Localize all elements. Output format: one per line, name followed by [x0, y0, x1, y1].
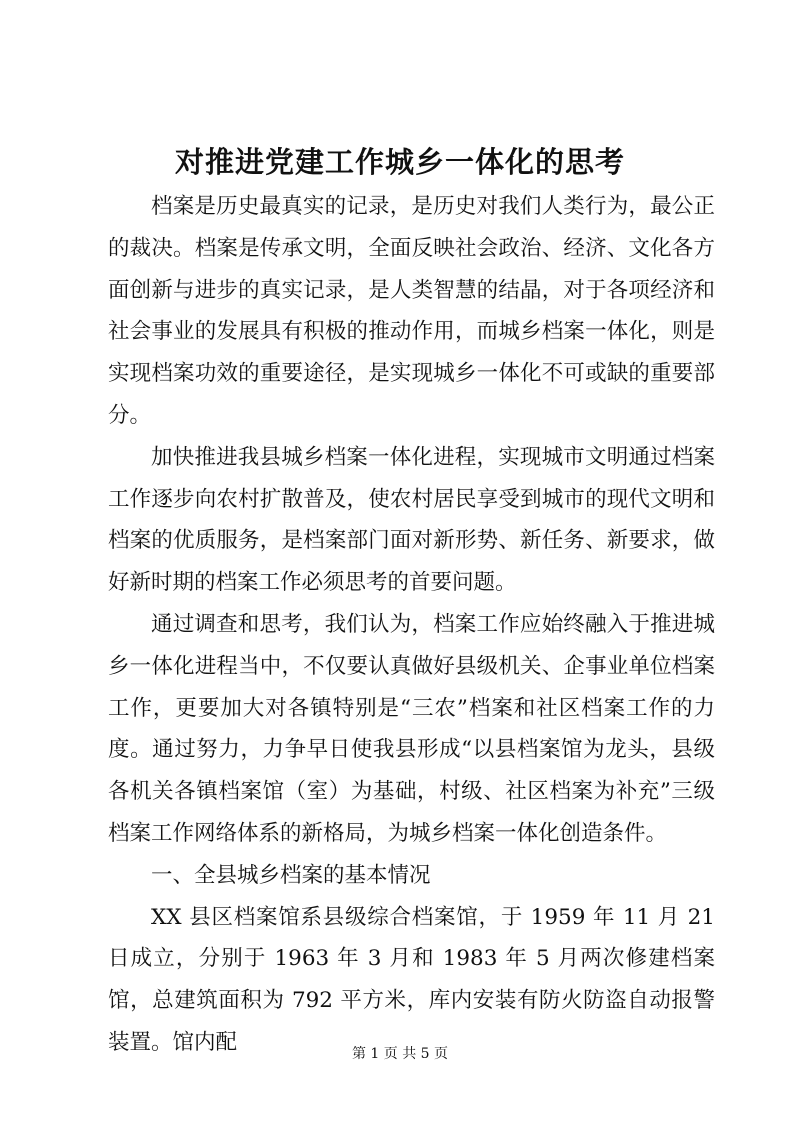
paragraph-archive-history: XX 县区档案馆系县级综合档案馆，于 1959 年 11 月 21 日成立，分别于 1963 年 3 月和 1983 年 5 月两次修建档案馆，总建筑面积为 792 平方米，库内安装有防火防盗自动报警装置。馆内配 [108, 904, 715, 1055]
document-title: 对推进党建工作城乡一体化的思考 [174, 145, 625, 179]
paragraph-acceleration: 加快推进我县城乡档案一体化进程，实现城市文明通过档案工作逐步向农村扩散普及，使农村居民享受到城市的现代文明和档案的优质服务，是档案部门面对新形势、新任务、新要求，做好新时期的档案工作必须思考的首要问题。 [108, 444, 715, 596]
document-body [108, 186, 715, 1064]
paragraph-investigation: 通过调查和思考，我们认为，档案工作应始终融入于推进城乡一体化进程当中，不仅要认真做好县级机关、企事业单位档案工作，更要加大对各镇特别是“三农”档案和社区档案工作的力度。通过努力，力争早日使我县形成“以县档案馆为龙头，县级各机关各镇档案馆（室）为基础，村级、社区档案为补充”三级档案工作网络体系的新格局，为城乡档案一体化创造条件。 [108, 611, 715, 846]
paragraph-intro: 档案是历史最真实的记录，是历史对我们人类行为，最公正的裁决。档案是传承文明，全面反映社会政治、经济、文化各方面创新与进步的真实记录，是人类智慧的结晶，对于各项经济和社会事业的发展具有积极的推动作用，而城乡档案一体化，则是实现档案功效的重要途径，是实现城乡一体化不可或缺的重要部分。 [108, 194, 715, 428]
section-heading-basic-situation: 一、全县城乡档案的基本情况 [151, 862, 431, 888]
page-footer: 第 1 页 共 5 页 [351, 1046, 449, 1062]
